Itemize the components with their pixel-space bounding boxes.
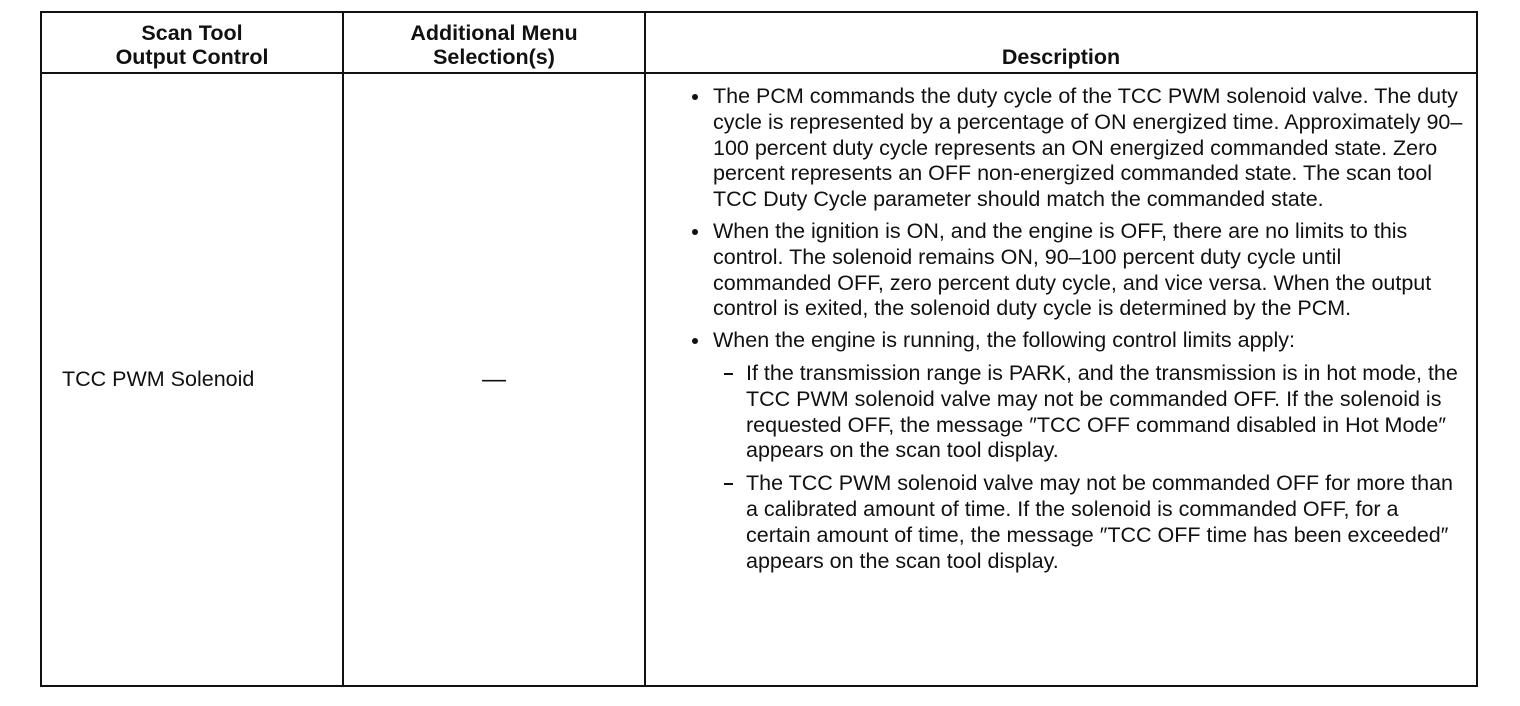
header-line: Additional Menu bbox=[410, 21, 578, 45]
header-additional-menu-selections bbox=[343, 13, 645, 73]
table-row bbox=[42, 73, 1476, 685]
sub-list-item-text: The TCC PWM solenoid valve may not be commanded OFF for more than a calibrated amount of time. If the solenoid is commanded OFF, for a certain amount of time, the message ″TCC OFF time has been exceeded″ appears on the scan tool display. bbox=[746, 471, 1453, 573]
dash-icon bbox=[724, 373, 733, 375]
bullet-icon bbox=[692, 338, 698, 344]
bullet-icon bbox=[692, 229, 698, 235]
table bbox=[42, 13, 1476, 685]
header-line: Output Control bbox=[115, 45, 269, 69]
cell-description bbox=[645, 73, 1476, 685]
sub-list bbox=[713, 361, 1464, 574]
sub-list-item bbox=[713, 471, 1464, 574]
header-description: Description bbox=[645, 13, 1476, 73]
header-line: Scan Tool bbox=[141, 21, 243, 45]
header-row bbox=[42, 13, 1476, 73]
list-item-text: When the ignition is ON, and the engine is OFF, there are no limits to this control. The solenoid remains ON, 90–100 percent duty cycle until commanded OFF, zero percent duty cycle, and vice versa. When the output control is exited, the solenoid duty cycle is determined by the PCM. bbox=[713, 218, 1432, 321]
description-list bbox=[688, 84, 1464, 574]
list-item bbox=[688, 219, 1464, 322]
header-line: Selection(s) bbox=[433, 45, 555, 69]
dash-icon bbox=[724, 483, 733, 485]
list-item bbox=[688, 328, 1464, 574]
header-scan-tool-output-control bbox=[42, 13, 343, 73]
bullet-icon bbox=[692, 94, 698, 100]
list-item-text: When the engine is running, the following control limits apply: bbox=[713, 328, 1296, 353]
cell-menu-selection: — bbox=[343, 73, 645, 685]
list-item-text: The PCM commands the duty cycle of the TCC PWM solenoid valve. The duty cycle is represented by a percentage of ON energized time. Approximately 90–100 percent duty cycle represents an ON energized commanded state. Zero percent represents an OFF non-energized commanded state. The scan tool TCC Duty Cycle parameter should match the commanded state. bbox=[713, 84, 1463, 212]
cell-output-control: TCC PWM Solenoid bbox=[42, 73, 343, 685]
sub-list-item bbox=[713, 361, 1464, 464]
output-control-table bbox=[40, 11, 1478, 687]
sub-list-item-text: If the transmission range is PARK, and the transmission is in hot mode, the TCC PWM solenoid valve may not be commanded OFF. If the solenoid is requested OFF, the message ″TCC OFF command disabled in Hot Mode″ appears on the scan tool display. bbox=[746, 360, 1458, 463]
list-item bbox=[688, 84, 1464, 213]
